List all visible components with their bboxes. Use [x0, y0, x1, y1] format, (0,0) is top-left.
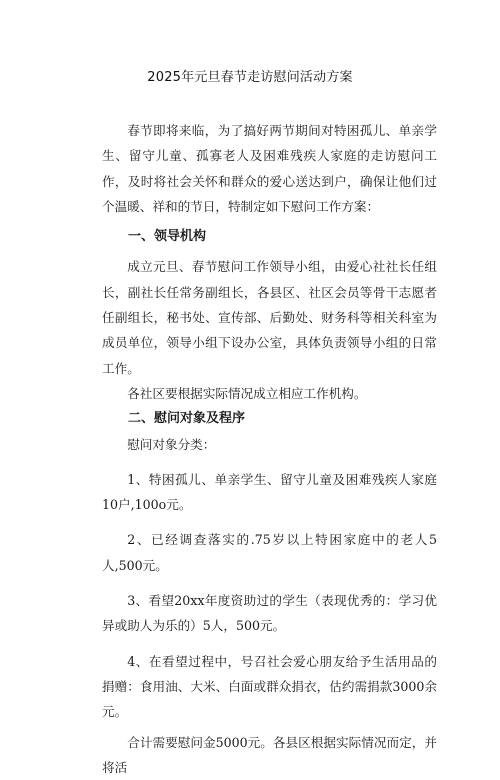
category-label: 慰问对象分类：: [127, 436, 216, 452]
document-title: 2025年元旦春节走访慰问活动方案: [147, 70, 353, 85]
document-body: [102, 118, 437, 780]
leadership-paragraph: 成立元旦、春节慰问工作领导小组，由爱心社社长任组长，副社长任常务副组长，各县区、社区会员等骨干志愿者任副组长，秘书处、宣传部、后勤处、财务科等相关科室为成员单位，领导小组下设办公室，具体负责领导小组的日常工作。: [102, 259, 437, 376]
total-paragraph: 合计需要慰问金5000元。各县区根据实际情况而定，并将活: [102, 734, 437, 775]
section-heading-targets: 二、慰问对象及程序: [128, 411, 246, 427]
intro-paragraph: 春节即将来临，为了搞好两节期间对特困孤儿、单亲学生、留守儿童、孤寡老人及困难残疾人家庭的走访慰问工作，及时将社会关怀和群众的爱心送达到户，确保让他们过个温暖、祥和的节日，特制定如下慰问工作方案：: [102, 123, 437, 214]
list-item: 1、特困孤儿、单亲学生、留守儿童及困难残疾人家庭10户,100o元。: [102, 471, 437, 513]
list-item: 3、看望20xx年度资助过的学生（表现优秀的：学习优异或助人为乐的）5人，500元。: [102, 593, 437, 634]
list-item: 4、在看望过程中，号召社会爱心朋友给予生活用品的捐赠：食用油、大米、白面或群众捐衣，估约需捐款3000余元。: [102, 653, 437, 720]
list-item: 2、已经调查落实的.75岁以上特困家庭中的老人5人,500元。: [102, 532, 437, 573]
section-heading-leadership: 一、领导机构: [128, 229, 207, 245]
leadership-note: 各社区要根据实际情况成立相应工作机构。: [127, 385, 367, 401]
